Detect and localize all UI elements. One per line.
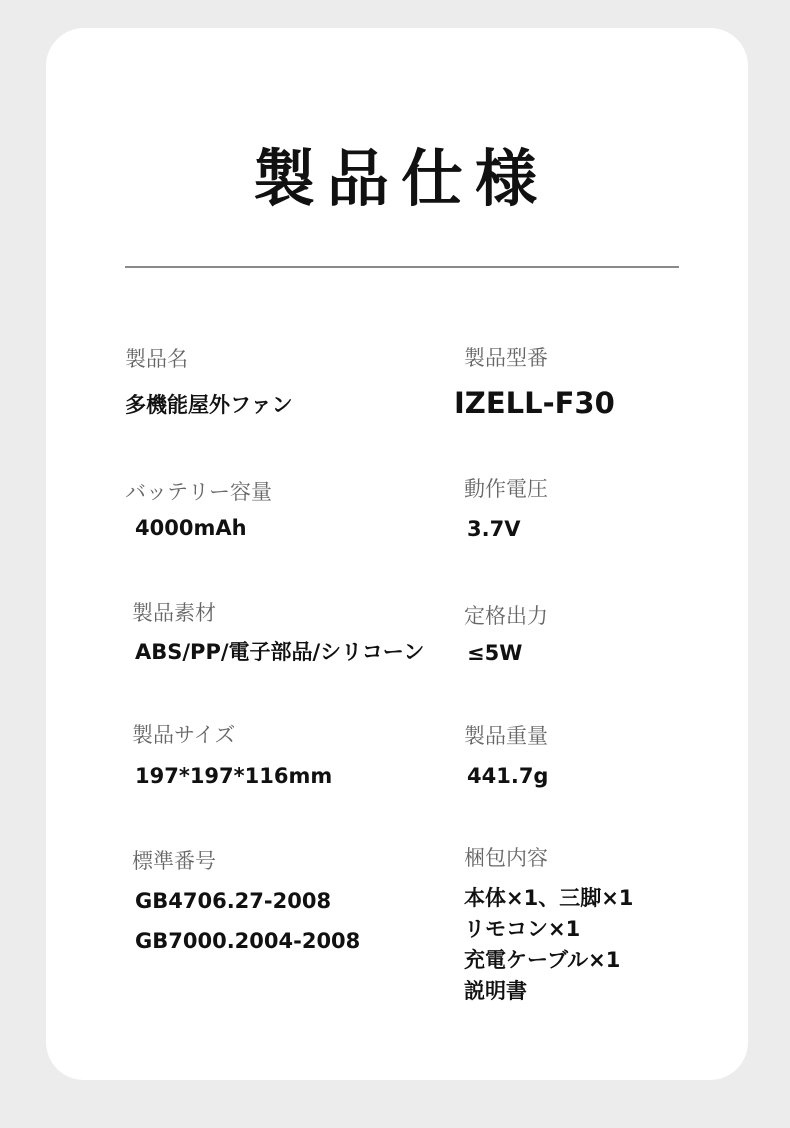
rated-output-label: 定格出力 xyxy=(464,604,548,628)
package-contents-label: 梱包内容 xyxy=(464,846,548,870)
battery-capacity-value: 4000mAh xyxy=(135,516,247,540)
operating-voltage-value: 3.7V xyxy=(467,517,521,541)
package-contents-item: リモコン×1 xyxy=(464,917,581,941)
package-contents-list xyxy=(464,883,633,1007)
size-value: 197*197*116mm xyxy=(135,764,333,788)
standards-item: GB7000.2004-2008 xyxy=(135,929,361,953)
rated-output-value: ≤5W xyxy=(467,641,523,665)
title-divider xyxy=(125,266,679,268)
model-number-label: 製品型番 xyxy=(464,346,548,370)
model-number-value: IZELL-F30 xyxy=(454,386,615,420)
product-name-label: 製品名 xyxy=(125,347,188,371)
size-label: 製品サイズ xyxy=(132,723,236,747)
package-contents-item: 充電ケーブル×1 xyxy=(464,948,621,972)
page-title: 製品仕様 xyxy=(252,142,549,215)
package-contents-item: 本体×1、三脚×1 xyxy=(464,886,634,910)
battery-capacity-label: バッテリー容量 xyxy=(125,480,272,504)
package-contents-item: 説明書 xyxy=(464,979,527,1003)
weight-label: 製品重量 xyxy=(464,724,548,748)
weight-value: 441.7g xyxy=(467,764,549,788)
material-label: 製品素材 xyxy=(132,601,216,625)
standards-item: GB4706.27-2008 xyxy=(135,889,332,913)
product-name-value: 多機能屋外ファン xyxy=(125,393,293,417)
operating-voltage-label: 動作電圧 xyxy=(464,477,548,501)
standards-list xyxy=(135,881,360,961)
standards-label: 標準番号 xyxy=(132,849,216,873)
material-value: ABS/PP/電子部品/シリコーン xyxy=(135,640,425,664)
